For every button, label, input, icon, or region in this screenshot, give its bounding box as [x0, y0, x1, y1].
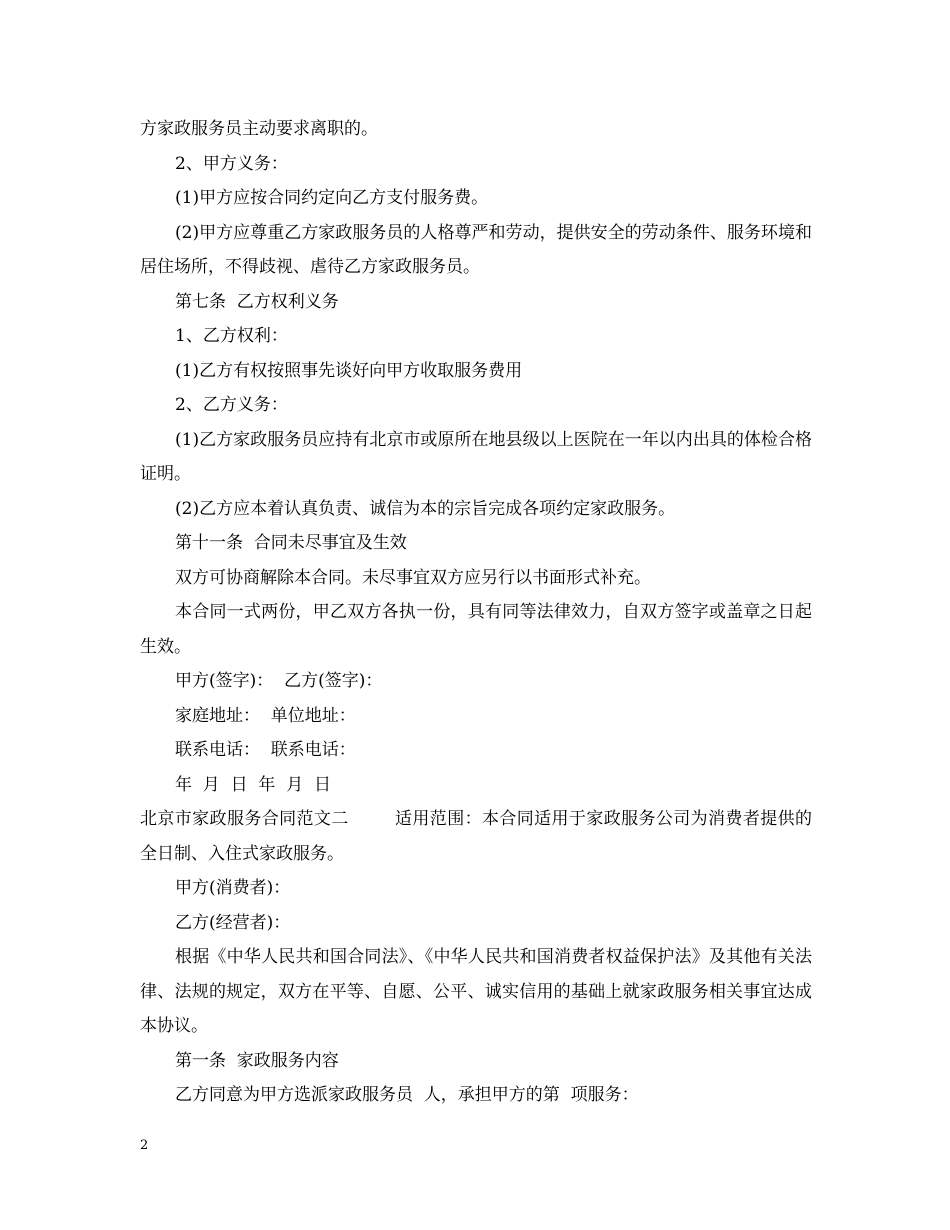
address-line: 家庭地址： 单位地址： [175, 705, 356, 726]
page-number: 2 [140, 1138, 149, 1153]
paragraph: 2、乙方义务： [175, 395, 288, 415]
party-b-line: 乙方(经营者)： [175, 912, 291, 933]
document-title-paragraph: 北京市家政服务合同范文二 适用范围：本合同适用于家政服务公司为消费者提供的全日制、入住式家政服务。 [140, 809, 812, 864]
paragraph: 双方可协商解除本合同。未尽事宜双方应另行以书面形式补充。 [175, 567, 651, 588]
paragraph: 本合同一式两份，甲乙双方各执一份，具有同等法律效力，自双方签字或盖章之日起生效。 [140, 602, 812, 657]
paragraph: (2)甲方应尊重乙方家政服务员的人格尊严和劳动，提供安全的劳动条件、服务环境和居住场所，不得歧视、虐待乙方家政服务员。 [140, 222, 812, 277]
section-heading: 第一条 家政服务内容 [175, 1050, 339, 1071]
paragraph: 方家政服务员主动要求离职的。 [140, 119, 378, 139]
paragraph: 根据《中华人民共和国合同法》、《中华人民共和国消费者权益保护法》及其他有关法律、法规的规定，双方在平等、自愿、公平、诚实信用的基础上就家政服务相关事宜达成本协议。 [140, 947, 812, 1036]
paragraph: (1)甲方应按合同约定向乙方支付服务费。 [175, 188, 489, 208]
section-heading: 第十一条 合同未尽事宜及生效 [175, 533, 407, 553]
party-a-line: 甲方(消费者)： [175, 878, 291, 898]
paragraph: (1)乙方有权按照事先谈好向甲方收取服务费用 [175, 360, 523, 381]
date-line: 年 月 日 年 月 日 [175, 774, 332, 795]
paragraph: 乙方同意为甲方选派家政服务员 人，承担甲方的第 项服务： [175, 1085, 639, 1105]
section-heading: 第七条 乙方权利义务 [175, 291, 339, 312]
phone-line: 联系电话： 联系电话： [175, 740, 356, 760]
paragraph: (2)乙方应本着认真负责、诚信为本的宗旨完成各项约定家政服务。 [175, 498, 676, 519]
paragraph: 2、甲方义务： [175, 153, 288, 174]
signature-line: 甲方(签字)： 乙方(签字)： [175, 671, 383, 691]
paragraph: 1、乙方权利： [175, 326, 288, 346]
paragraph: (1)乙方家政服务员应持有北京市或原所在地县级以上医院在一年以内出具的体检合格证明。 [140, 429, 812, 484]
document-body [140, 112, 812, 1113]
